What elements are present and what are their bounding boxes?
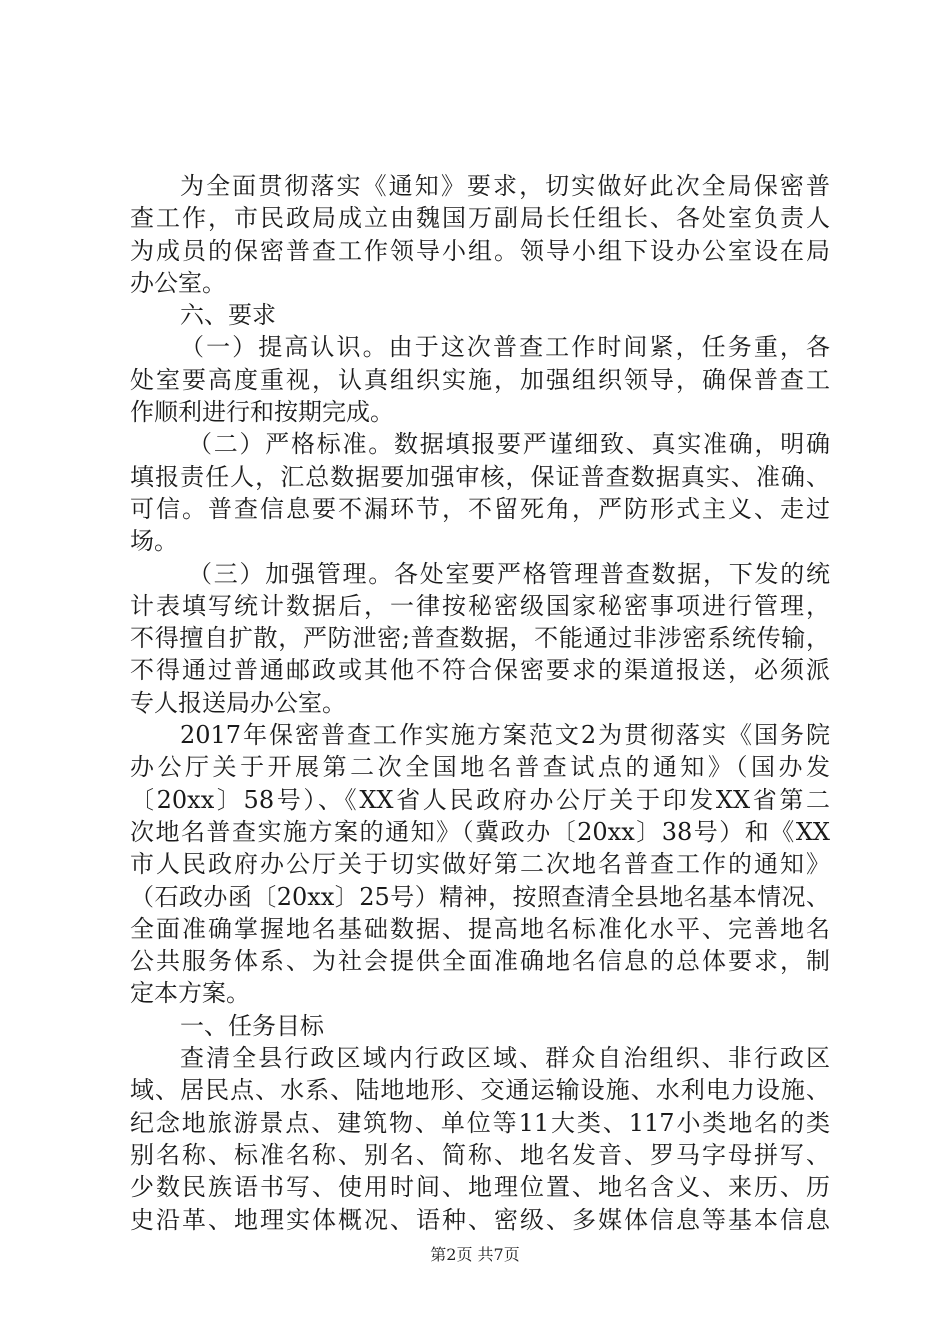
page-number: 第2页 共7页 <box>430 1245 520 1264</box>
section-heading: 一、任务目标 <box>180 1011 324 1040</box>
text-line: 域、居民点、水系、陆地地形、交通运输设施、水利电力设施、 <box>130 1076 830 1105</box>
text-line: 别名称、标准名称、别名、简称、地名发音、罗马字母拼写、 <box>130 1140 830 1169</box>
text-line: 专人报送局办公室。 <box>130 688 346 717</box>
document-body <box>130 170 830 1236</box>
text-line: 市人民政府办公厅关于切实做好第二次地名普查工作的通知》 <box>130 850 830 879</box>
text-line: 场。 <box>130 527 178 556</box>
text-line: 不得擅自扩散，严防泄密;普查数据，不能通过非涉密系统传输， <box>130 624 830 653</box>
text-line: 处室要高度重视，认真组织实施，加强组织领导，确保普查工 <box>130 365 830 394</box>
text-line: 查工作，市民政局成立由魏国万副局长任组长、各处室负责人 <box>130 204 830 233</box>
text-line: 作顺利进行和按期完成。 <box>130 398 394 427</box>
text-line: （石政办函〔20xx〕25号）精神，按照查清全县地名基本情况、 <box>130 882 830 911</box>
text-line: 为成员的保密普查工作领导小组。领导小组下设办公室设在局 <box>130 236 830 265</box>
text-line: 办公室。 <box>130 268 226 297</box>
text-line: 少数民族语书写、使用时间、地理位置、地名含义、来历、历 <box>130 1173 830 1202</box>
text-line: 史沿革、地理实体概况、语种、密级、多媒体信息等基本信息 <box>130 1205 830 1234</box>
text-line: （二）严格标准。数据填报要严谨细致、真实准确，明确 <box>188 430 830 459</box>
text-line: 纪念地旅游景点、建筑物、单位等11大类、117小类地名的类 <box>130 1108 830 1137</box>
section-heading: 六、要求 <box>180 301 276 330</box>
text-line: （三）加强管理。各处室要严格管理普查数据，下发的统 <box>188 559 830 588</box>
text-line: 办公厅关于开展第二次全国地名普查试点的通知》（国办发 <box>130 753 830 782</box>
text-line: 为全面贯彻落实《通知》要求，切实做好此次全局保密普 <box>180 172 830 200</box>
text-line: 查清全县行政区域内行政区域、群众自治组织、非行政区 <box>180 1044 830 1073</box>
text-line: （一）提高认识。由于这次普查工作时间紧，任务重，各 <box>180 333 830 362</box>
text-line: 不得通过普通邮政或其他不符合保密要求的渠道报送，必须派 <box>130 656 830 685</box>
text-line: 填报责任人，汇总数据要加强审核，保证普查数据真实、准确、 <box>130 462 830 491</box>
text-line: 〔20xx〕58号）、《XX省人民政府办公厅关于印发XX省第二 <box>130 785 830 814</box>
text-line: 计表填写统计数据后，一律按秘密级国家秘密事项进行管理， <box>130 591 830 620</box>
text-line: 2017年保密普查工作实施方案范文2为贯彻落实《国务院 <box>180 721 830 750</box>
text-line: 全面准确掌握地名基础数据、提高地名标准化水平、完善地名 <box>130 914 830 943</box>
text-line: 公共服务体系、为社会提供全面准确地名信息的总体要求，制 <box>130 947 830 976</box>
text-line: 次地名普查实施方案的通知》（冀政办〔20xx〕38号）和《XX <box>130 817 830 846</box>
text-line: 可信。普查信息要不漏环节，不留死角，严防形式主义、走过 <box>130 494 830 523</box>
text-line: 定本方案。 <box>130 979 250 1008</box>
